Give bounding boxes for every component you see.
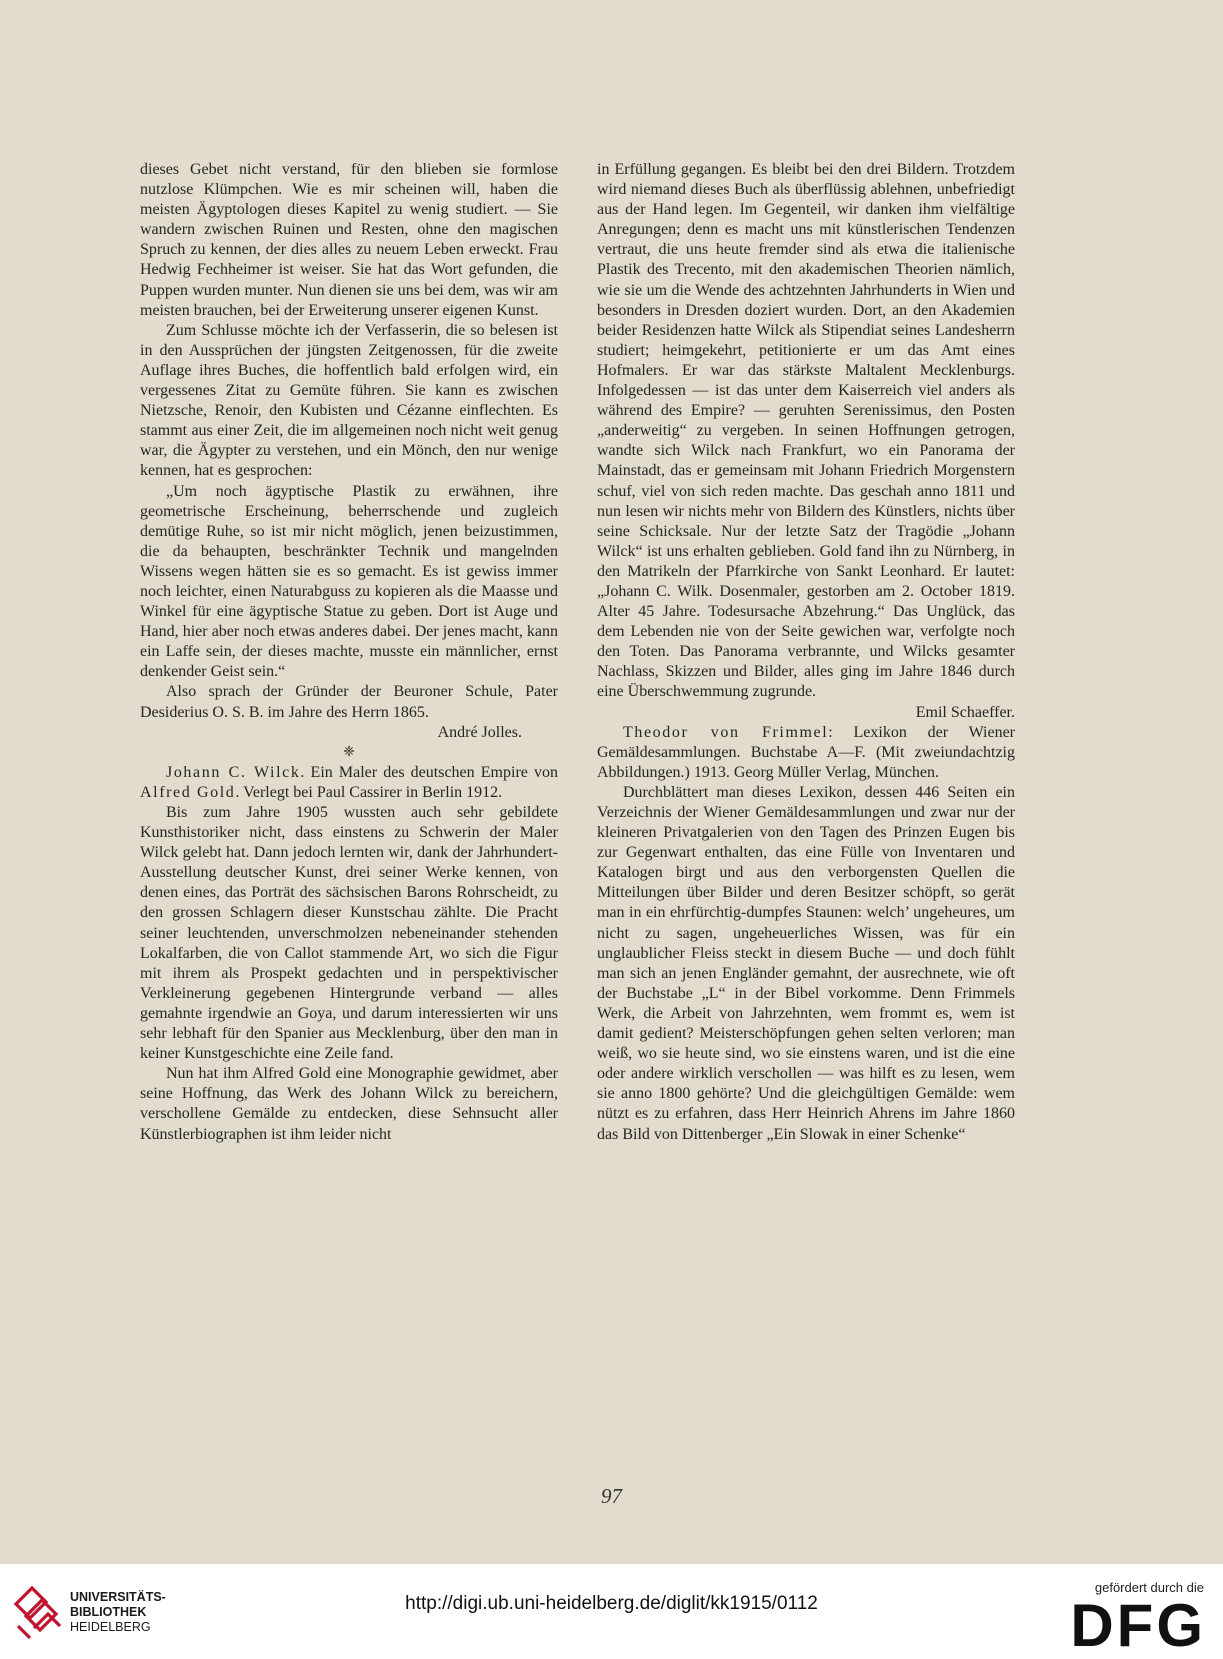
review-author-name: Theodor von Frimmel — [623, 723, 829, 741]
review-heading-frimmel — [597, 723, 1015, 783]
paragraph: Also sprach der Gründer der Beuroner Schule, Pater Desiderius O. S. B. im Jahre des Herrn 1865. — [140, 683, 558, 721]
review-author-name: Alfred Gold — [140, 783, 236, 801]
page-number: 97 — [601, 1484, 622, 1508]
paragraph: in Erfüllung gegangen. Es bleibt bei den drei Bildern. Trotzdem wird niemand dieses Buch als überflüssig ablehnen, unbefriedigt aus der Hand legen. Im Gegenteil, wir danken ihm vielfältige Anregungen; denn es macht uns mit künstlerischen Tendenzen vertraut, die uns heute fremder sind als etwa die italienische Plastik des Trecento, mit den akademischen Theorien nämlich, wie sie um die Wende des achtzehnten Jahrhunderts in Wien und besonders in Dresden doziert wurden. Dort, an den Akademien beider Residenzen hatte Wilck als Stipendiat seines Landesherrn studiert; heimgekehrt, petitionierte er um das Amt eines Hofmalers. Er war das stärkste Maltalent Mecklenburgs. Infolgedessen — ist das unter dem Kaiserreich viel anders als während des Empire? — geruhten Serenissimus, den Posten „anderweitig“ zu vergeben. In seinen Hoffnungen getrogen, wandte sich Wilck nach Frankfurt, wo ein Panorama der Mainstadt, das er gemeinsam mit Johann Friedrich Morgenstern schuf, viel von sich reden machte. Das geschah anno 1811 und nun lesen wir nichts mehr von Bildern des Künstlers, nichts über seine Schicksale. Nur der letzte Satz der Tragödie „Johann Wilck“ ist uns erhalten geblieben. Gold fand ihn zu Nürnberg, in den Matrikeln der Pfarrkirche von Sankt Leonhard. Er lautet: „Johann C. Wilk. Dosenmaler, gestorben am 2. October 1819. Alter 45 Jahre. Todesursache Abzehrung.“ Das Unglück, das dem Lebenden nie von der Seite gewichen war, verfolgte noch den Toten. Das Panorama verbrannte, und Wilcks gesamter Nachlass, Skizzen und Bilder, alles ging im Jahre 1846 durch eine Überschwemmung zugrunde. — [597, 161, 1015, 701]
paragraph: Zum Schlusse möchte ich der Verfasserin, die so belesen ist in den Aussprüchen der jüngsten Zeitgenossen, für die zweite Auflage ihres Buches, die hoffentlich bald erfolgen wird, ein vergessenes Zitat zu Gemüte führen. Sie kann es zwischen Nietzsche, Renoir, den Kubisten und Cézanne einflechten. Es stammt aus einer Zeit, die im allgemeinen noch nicht weit genug war, die Ägypter zu verstehen, und ein Mönch, den nur wenige kennen, hat es gesprochen: — [140, 321, 558, 480]
library-name-line: UNIVERSITÄTS- — [70, 1590, 166, 1604]
review-publication-info: . Verlegt bei Paul Cassirer in Berlin 1912. — [235, 783, 503, 801]
funding-label: gefördert durch die — [1094, 1580, 1204, 1595]
signature-schaeffer: Emil Schaeffer. — [915, 703, 1015, 721]
paragraph: Durchblättert man dieses Lexikon, dessen 446 Seiten ein Verzeichnis der Wiener Gemäldesammlungen und zwar nur der kleineren Privatgalerien von den Tagen des Prinzen Eugen bis zur Gegenwart enthalten, das eine Fülle von Inventaren und Katalogen birgt und aus den verborgensten Quellen die Mitteilungen über Bilder und deren Besitzer schöpft, so gerät man in ein ehrfürchtig-dumpfes Staunen: welch’ ungeheures, um nicht zu sagen, ungeheuerliches Wissen, was für ein unglaublicher Fleiss steckt in diesem Buche — und doch fühlt man sich an jenen Engländer gemahnt, der ausrechnete, wie oft der Buchstabe „L“ in der Bibel vorkomme. Denn Frimmels Werk, die Arbeit von Jahrzehnten, wem frommt es, wem ist damit gedient? Meisterschöpfungen gehen selten verloren; man weiß, wo sie heute sind, wo sie einstens waren, und ist die eine oder andere wirklich verschollen — was hilft es zu lesen, wem sie anno 1800 gehörte? Und die gleichgültigen Gemälde: wem nützt es zu erfahren, dass Herr Heinrich Ahrens im Jahre 1860 das Bild von Dittenberger „Ein Slowak in einer Schenke“ — [597, 783, 1015, 1143]
signature-jolles: André Jolles. — [437, 723, 522, 741]
review-title-text: . Ein Maler des deutschen Empire von — [300, 763, 558, 781]
library-name-line: BIBLIOTHEK — [70, 1605, 147, 1619]
review-publication-info: : Lexikon der Wiener Gemäldesammlungen. Buchstabe A—F. (Mit zweiundachtzig Abbildungen.) 1913. Georg Müller Verlag, München. — [597, 723, 1016, 781]
review-title-name: Johann C. Wilck — [166, 763, 301, 781]
paragraph: Bis zum Jahre 1905 wussten auch sehr gebildete Kunsthistoriker nicht, dass einstens zu Schwerin der Maler Wilck gelebt hat. Dann jedoch lernten wir, dank der Jahrhundert-Ausstellung deutscher Kunst, drei seiner Werke kennen, von denen eines, das Porträt des sächsischen Barons Rohrscheidt, zu den grossen Schlagern dieser Kunstschau zählte. Die Pracht seiner leuchtenden, unverschmolzen nebeneinander stehenden Lokalfarben, die von Callot stammende Art, wo sich die Figur mit ihrem als Prospekt gedachten und in perspektivischer Verkleinerung gegebenen Hintergrunde verband — alles gemahnte irgendwie an Goya, und darum interessierten wir uns sehr lebhaft für den Spanier aus Mecklenburg, über den man in keiner Kunstgeschichte eine Zeile fand. — [140, 804, 558, 1063]
left-column — [140, 160, 558, 1145]
library-name-line: HEIDELBERG — [70, 1620, 151, 1634]
right-column — [597, 160, 1015, 1145]
quotation: „Um noch ägyptische Plastik zu erwähnen, ihre geometrische Erscheinung, beherrschende und zugleich demütige Ruhe, so ist mir nicht möglich, jenen beizustimmen, die da behaupten, beschränkter Technik und mangelnden Wissens wegen hätten sie es so gemacht. Es ist gewiss immer noch leichter, einen Naturabguss zu kopieren als die Maasse und Winkel für eine ägyptische Statue zu geben. Dort ist Auge und Hand, hier aber noch etwas anderes dabei. Der jenes macht, kann ein Laffe sein, der dieses machte, musste ein männlicher, ernst denkender Geist sein.“ — [140, 482, 558, 681]
dfg-logo: DFG — [1070, 1592, 1206, 1659]
paragraph: dieses Gebet nicht verstand, für den blieben sie formlose nutzlose Klümpchen. Wie es mir scheinen will, haben die meisten Ägyptologen dieses Kapitel zu wenig studiert. — Sie wandern zwischen Ruinen und Resten, ohne den magischen Spruch zu kennen, der dies alles zu neuem Leben erweckt. Frau Hedwig Fechheimer ist weiser. Sie hat das Wort gefunden, die Puppen wurden munter. Nun dienen sie uns bei dem, was wir am meisten brauchen, bei der Erweiterung unserer eigenen Kunst. — [140, 161, 558, 319]
paragraph: Nun hat ihm Alfred Gold eine Monographie gewidmet, aber seine Hoffnung, das Werk des Johann Wilck zu bereichern, verschollene Gemälde zu entdecken, diese Sehnsucht aller Künstlerbiographen ist ihm leider nicht — [140, 1065, 558, 1143]
section-ornament: ❈ — [343, 744, 355, 760]
review-heading-wilck — [140, 763, 558, 803]
permalink-url[interactable]: http://digi.ub.uni-heidelberg.de/diglit/kk1915/0112 — [405, 1593, 818, 1614]
